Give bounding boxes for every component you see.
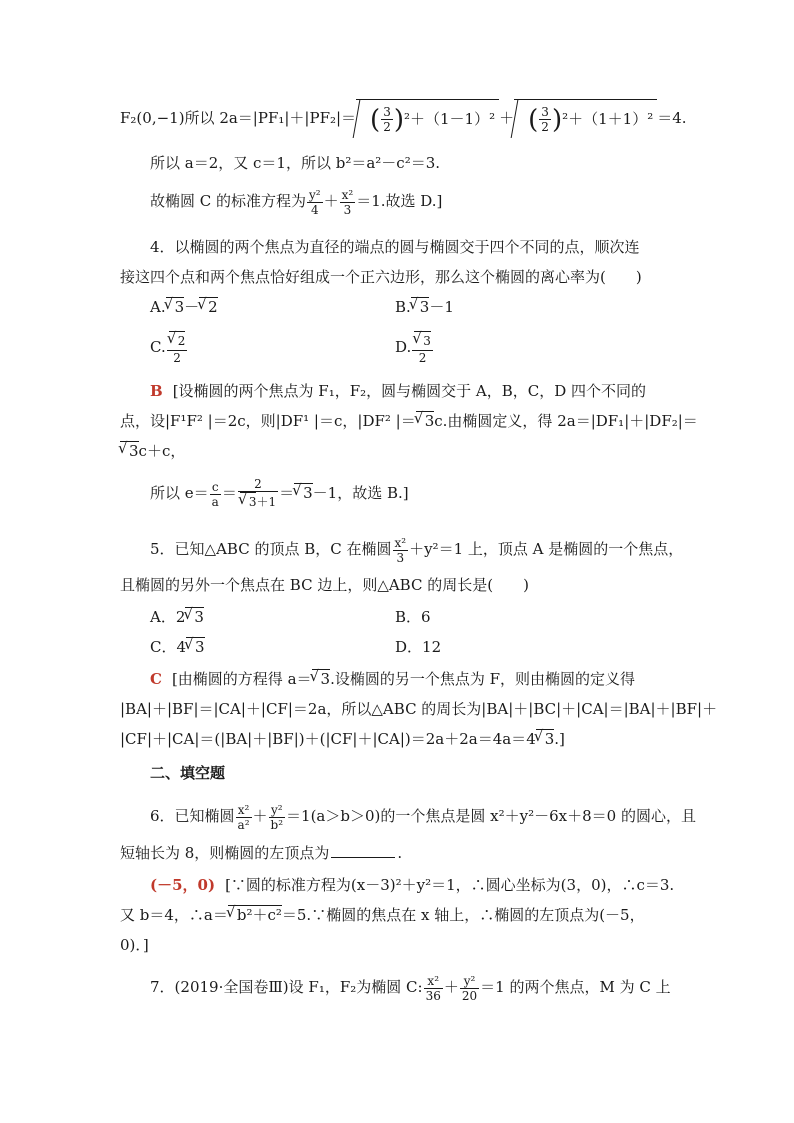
q4-explanation-line3: √ 3c＋c， (120, 440, 185, 462)
q4-option-c: C. √ $\frac{2}{2}$ (150, 328, 188, 366)
question-4-stem-line2: 接这四个点和两个焦点恰好组成一个正六边形，那么这个椭圆的离心率为( ) (120, 268, 642, 286)
q4-option-d: D. √ $\frac{3}{2}$ (395, 328, 434, 366)
q5-option-a: A．2√ 3 (150, 606, 204, 628)
q6-explanation-line2: 又 b＝4，∴a＝√ b²＋c²＝5.∵椭圆的焦点在 x 轴上，∴椭圆的左顶点为(－5， (120, 904, 645, 926)
derivation-line: 所以 a＝2，又 c＝1，所以 b²＝a²－c²＝3. (150, 154, 441, 172)
q6-explanation-line1: (－5，0) [∵圆的标准方程为(x－3)²＋y²＝1，∴圆心坐标为(3，0)，∴c＝3. (150, 876, 675, 894)
q5-option-b: B．6 (395, 608, 431, 626)
q4-option-a: A.√ 3－√ 2 (150, 296, 218, 318)
focal-sum-equation: F₂(0,−1)所以 2a＝|PF₁|＋|PF₂|＝ ( $\frac{3}{2}$ )²＋（1－1）² ＋ ( $\frac{3}{2}$ )²＋（1＋1）² ＝4. (120, 98, 687, 140)
q4-explanation-line2: 点，设|F¹F² |＝2c，则|DF¹ |＝c，|DF² |＝√ 3c.由椭圆定义，得 2a＝|DF₁|＋|DF₂|＝ (120, 410, 698, 432)
q5-explanation-line3: |CF|＋|CA|＝(|BA|＋|BF|)＋(|CF|＋|CA|)＝2a＋2a＝4a＝4√ 3.] (120, 728, 565, 750)
ellipse-equation-line: 故椭圆 C 的标准方程为 $\frac{\text{y²}}{4}$ ＋ $\frac{\text{x²}}{3}$ ＝1.故选 D.] (150, 187, 443, 217)
question-6-stem-line2: 短轴长为 8，则椭圆的左顶点为 . (120, 844, 403, 862)
question-7-stem-line1: 7．(2019·全国卷Ⅲ)设 F₁，F₂为椭圆 C: $\frac{\text{x²}}{36}$ ＋ $\frac{\text{y²}}{20}$ ＝1 的两个焦点，M 为 C 上 (150, 973, 671, 1003)
question-5-stem-line2: 且椭圆的另外一个焦点在 BC 边上，则△ABC 的周长是( ) (120, 576, 529, 594)
q5-explanation-line2: |BA|＋|BF|＝|CA|＋|CF|＝2a，所以△ABC 的周长为|BA|＋|BC|＋|CA|＝|BA|＋|BF|＋ (120, 700, 718, 718)
question-5-stem-line1: 5．已知△ABC 的顶点 B，C 在椭圆 $\frac{\text{x²}}{3}$ ＋y²＝1 上，顶点 A 是椭圆的一个焦点， (150, 535, 684, 565)
q5-option-d: D．12 (395, 638, 442, 656)
question-4-stem-line1: 4．以椭圆的两个焦点为直径的端点的圆与椭圆交于四个不同的点，顺次连 (150, 238, 640, 256)
question-6-stem-line1: 6．已知椭圆 $\frac{\text{x²}}{\text{a²}}$ ＋ $\frac{\text{y²}}{\text{b²}}$ ＝1(a＞b＞0)的一个焦点是圆 x²＋y²－6x＋8＝0 的圆心，且 (150, 802, 696, 832)
sqrt-term-2: ( $\frac{3}{2}$ )²＋（1＋1）² (514, 99, 657, 140)
sqrt-term-1: ( $\frac{3}{2}$ )²＋（1－1）² (356, 99, 499, 140)
q6-answer: (－5，0) (150, 876, 216, 894)
q4-answer-letter: B (150, 382, 163, 400)
section-heading-fill-in: 二、填空题 (150, 764, 226, 782)
q5-explanation-line1: C [由椭圆的方程得 a＝√ 3.设椭圆的另一个焦点为 F，则由椭圆的定义得 (150, 668, 635, 690)
q4-explanation-line4: 所以 e＝ $\frac{c}{a}$ ＝ 2 √ 3＋1 ＝√ 3－1，故选 B.] (150, 474, 409, 512)
q5-answer-letter: C (150, 670, 162, 688)
q4-option-b: B.√ 3－1 (395, 296, 454, 318)
q4-explanation-line1: B [设椭圆的两个焦点为 F₁，F₂，圆与椭圆交于 A，B，C，D 四个不同的 (150, 382, 647, 400)
q6-explanation-line3: 0)．] (120, 936, 149, 954)
answer-blank (331, 843, 395, 858)
q5-option-c: C．4√ 3 (150, 636, 205, 658)
